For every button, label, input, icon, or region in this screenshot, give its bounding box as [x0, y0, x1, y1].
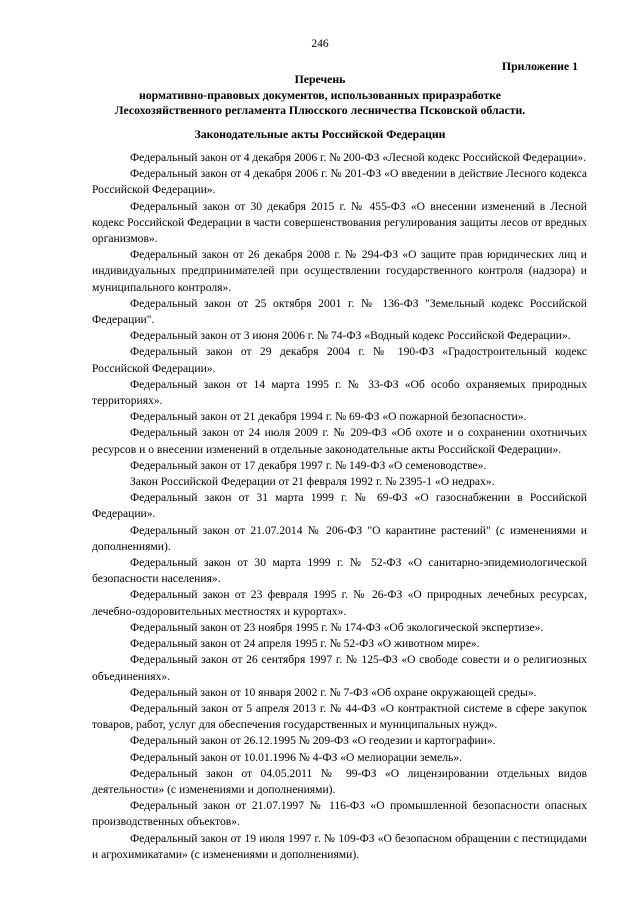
law-item: Федеральный закон от 31 марта 1999 г. № 69-ФЗ «О газоснабжении в Российской Федерации».	[92, 491, 587, 521]
law-item: Федеральный закон от 26 декабря 2008 г. № 294-ФЗ «О защите прав юридических лиц и индивидуальных предпринимателей при осуществлении государственного контроля (надзора) и муниципального контроля».	[92, 248, 587, 294]
page-number: 246	[311, 38, 329, 50]
document-title	[60, 72, 580, 119]
law-item: Федеральный закон от 14 марта 1995 г. № 33-ФЗ «Об особо охраняемых природных территориях».	[92, 377, 587, 408]
law-item: Федеральный закон от 23 ноября 1995 г. № 174-ФЗ «Об экологической экспертизе».	[130, 620, 544, 634]
law-item: Федеральный закон от 30 декабря 2015 г. № 455-ФЗ «О внесении изменений в Лесной кодекс Российской Федерации в части совершенствования регулирования защиты лесов от вредных организмов».	[92, 199, 587, 246]
law-item: Федеральный закон от 04.05.2011 № 99-ФЗ «О лицензировании отдельных видов деятельности» (с изменениями и дополнениями).	[92, 766, 587, 796]
law-list	[92, 150, 587, 863]
law-item: Федеральный закон от 26 сентября 1997 г. № 125-ФЗ «О свободе совести и о религиозных объединениях».	[92, 653, 587, 683]
law-item: Федеральный закон от 21.07.1997 № 116-ФЗ «О промышленной безопасности опасных производственных объектов».	[92, 799, 587, 829]
law-item: Федеральный закон от 4 декабря 2006 г. № 201-ФЗ «О введении в действие Лесного кодекса Российской Федерации».	[92, 167, 587, 197]
law-item: Федеральный закон от 29 декабря 2004 г. № 190-ФЗ «Градостроительный кодекс Российской Федерации».	[92, 345, 587, 375]
law-item: Закон Российской Федерации от 21 февраля 1992 г. № 2395-1 «О недрах».	[130, 475, 495, 489]
law-item: Федеральный закон от 17 декабря 1997 г. № 149-ФЗ «О семеноводстве».	[130, 458, 487, 472]
law-item: Федеральный закон от 25 октября 2001 г. № 136-ФЗ "Земельный кодекс Российской Федерации".	[92, 296, 587, 327]
title-line: Лесохозяйственного регламента Плюсского лесничества Псковской области.	[114, 103, 526, 117]
law-item: Федеральный закон от 23 февраля 1995 г. № 26-ФЗ «О природных лечебных ресурсах, лечебно-оздоровительных местностях и курортах».	[92, 588, 587, 618]
law-item: Федеральный закон от 10 января 2002 г. № 7-ФЗ «Об охране окружающей среды».	[130, 685, 537, 699]
law-item: Федеральный закон от 21.07.2014 № 206-ФЗ "О карантине растений" (с изменениями и дополнениями).	[92, 523, 587, 553]
law-item: Федеральный закон от 3 июня 2006 г. № 74-ФЗ «Водный кодекс Российской Федерации».	[130, 329, 571, 343]
appendix-label: Приложение 1	[501, 59, 578, 73]
law-item: Федеральный закон от 30 марта 1999 г. № 52-ФЗ «О санитарно-эпидемиологической безопасности населения».	[92, 556, 587, 586]
law-item: Федеральный закон от 5 апреля 2013 г. № 44-ФЗ «О контрактной системе в сфере закупок товаров, работ, услуг для обеспечения государственных и муниципальных нужд».	[92, 701, 587, 732]
law-item: Федеральный закон от 10.01.1996 № 4-ФЗ «О мелиорации земель».	[130, 750, 463, 764]
title-line: Перечень	[294, 72, 346, 86]
law-item: Федеральный закон от 24 апреля 1995 г. № 52-ФЗ «О животном мире».	[130, 637, 480, 651]
law-item: Федеральный закон от 19 июля 1997 г. № 109-ФЗ «О безопасном обращении с пестицидами и агрохимикатами» (с изменениями и дополнениями).	[92, 831, 587, 861]
law-item: Федеральный закон от 4 декабря 2006 г. № 200-ФЗ «Лесной кодекс Российской Федерации».	[130, 151, 587, 164]
law-item: Федеральный закон от 26.12.1995 № 209-ФЗ «О геодезии и картографии».	[130, 734, 496, 748]
section-heading: Законодательные акты Российской Федерации	[194, 127, 446, 141]
title-line: нормативно-правовых документов, использованных приразработке	[138, 87, 502, 102]
law-item: Федеральный закон от 24 июля 2009 г. № 209-ФЗ «Об охоте и о сохранении охотничьих ресурсов и о внесении изменений в отдельные законодательные акты Российской Федерации».	[92, 426, 587, 456]
law-item: Федеральный закон от 21 декабря 1994 г. № 69-ФЗ «О пожарной безопасности».	[130, 410, 527, 424]
